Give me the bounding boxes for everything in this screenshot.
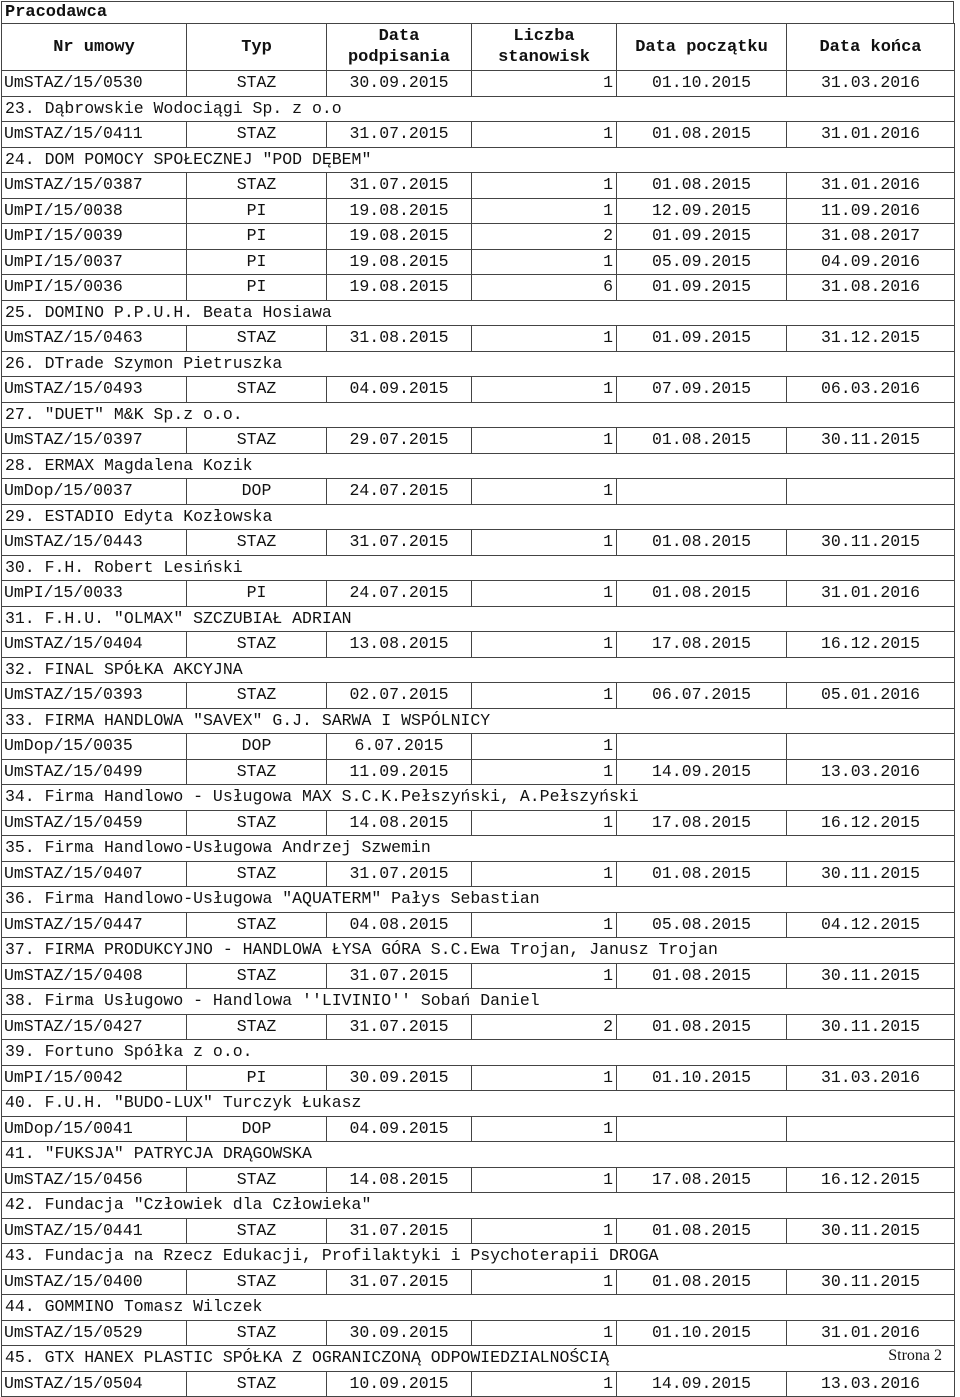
employer-name: 35. Firma Handlowo-Usługowa Andrzej Szwemin — [2, 836, 955, 862]
start-date: 01.09.2015 — [617, 275, 787, 301]
positions-count: 1 — [472, 912, 617, 938]
signing-date: 19.08.2015 — [327, 275, 472, 301]
contract-type: STAZ — [187, 1167, 327, 1193]
signing-date: 04.08.2015 — [327, 912, 472, 938]
table-row — [2, 198, 955, 224]
table-row — [2, 861, 955, 887]
contracts-report — [1, 1, 954, 1397]
table-row — [2, 530, 955, 556]
employer-row — [2, 1142, 955, 1168]
end-date — [787, 1116, 955, 1142]
employer-name: 29. ESTADIO Edyta Kozłowska — [2, 504, 955, 530]
table-row — [2, 963, 955, 989]
employer-row — [2, 606, 955, 632]
signing-date: 30.09.2015 — [327, 71, 472, 97]
signing-date: 31.07.2015 — [327, 1014, 472, 1040]
contract-number: UmSTAZ/15/0459 — [2, 810, 187, 836]
contract-number: UmSTAZ/15/0463 — [2, 326, 187, 352]
table-row — [2, 734, 955, 760]
start-date: 01.08.2015 — [617, 581, 787, 607]
positions-count: 1 — [472, 326, 617, 352]
start-date: 01.08.2015 — [617, 173, 787, 199]
employer-row — [2, 1040, 955, 1066]
contract-type: PI — [187, 198, 327, 224]
positions-count: 1 — [472, 1320, 617, 1346]
contract-number: UmPI/15/0036 — [2, 275, 187, 301]
end-date: 04.12.2015 — [787, 912, 955, 938]
contract-type: STAZ — [187, 861, 327, 887]
employer-row — [2, 1295, 955, 1321]
positions-count: 1 — [472, 1116, 617, 1142]
end-date: 13.03.2016 — [787, 1371, 955, 1397]
table-row — [2, 1014, 955, 1040]
employer-row — [2, 989, 955, 1015]
contract-type: PI — [187, 224, 327, 250]
contract-type: STAZ — [187, 963, 327, 989]
col-header-typ: Typ — [187, 24, 327, 71]
table-row — [2, 683, 955, 709]
signing-date: 14.08.2015 — [327, 1167, 472, 1193]
col-header-nr-umowy: Nr umowy — [2, 24, 187, 71]
contract-number: UmSTAZ/15/0397 — [2, 428, 187, 454]
positions-count: 1 — [472, 810, 617, 836]
table-row — [2, 71, 955, 97]
positions-count: 1 — [472, 173, 617, 199]
employer-name: 25. DOMINO P.P.U.H. Beata Hosiawa — [2, 300, 955, 326]
contract-number: UmSTAZ/15/0387 — [2, 173, 187, 199]
start-date: 01.10.2015 — [617, 71, 787, 97]
table-row — [2, 581, 955, 607]
signing-date: 6.07.2015 — [327, 734, 472, 760]
signing-date: 19.08.2015 — [327, 224, 472, 250]
employer-row — [2, 300, 955, 326]
end-date: 31.01.2016 — [787, 581, 955, 607]
employer-row — [2, 785, 955, 811]
end-date — [787, 734, 955, 760]
contract-type: STAZ — [187, 1014, 327, 1040]
contract-number: UmSTAZ/15/0530 — [2, 71, 187, 97]
employer-row — [2, 887, 955, 913]
positions-count: 1 — [472, 249, 617, 275]
signing-date: 31.07.2015 — [327, 122, 472, 148]
table-body — [2, 71, 955, 1397]
contract-number: UmSTAZ/15/0447 — [2, 912, 187, 938]
contract-type: DOP — [187, 734, 327, 760]
employer-name: 39. Fortuno Spółka z o.o. — [2, 1040, 955, 1066]
contract-type: DOP — [187, 479, 327, 505]
start-date: 01.08.2015 — [617, 861, 787, 887]
signing-date: 04.09.2015 — [327, 377, 472, 403]
positions-count: 1 — [472, 530, 617, 556]
table-row — [2, 1269, 955, 1295]
employer-row — [2, 147, 955, 173]
end-date: 04.09.2016 — [787, 249, 955, 275]
contract-type: STAZ — [187, 632, 327, 658]
employer-name: 38. Firma Usługowo - Handlowa ''LIVINIO'' Sobań Daniel — [2, 989, 955, 1015]
contracts-table — [1, 23, 955, 1397]
table-row — [2, 249, 955, 275]
start-date: 01.10.2015 — [617, 1320, 787, 1346]
table-row — [2, 122, 955, 148]
employer-name: 32. FINAL SPÓŁKA AKCYJNA — [2, 657, 955, 683]
positions-count: 1 — [472, 683, 617, 709]
positions-count: 2 — [472, 1014, 617, 1040]
start-date — [617, 1116, 787, 1142]
contract-type: PI — [187, 581, 327, 607]
contract-type: STAZ — [187, 530, 327, 556]
contract-type: PI — [187, 249, 327, 275]
contract-type: STAZ — [187, 71, 327, 97]
employer-name: 43. Fundacja na Rzecz Edukacji, Profilaktyki i Psychoterapii DROGA — [2, 1244, 955, 1270]
table-row — [2, 1116, 955, 1142]
employer-row — [2, 504, 955, 530]
end-date: 31.01.2016 — [787, 173, 955, 199]
section-label-pracodawca: Pracodawca — [1, 1, 954, 23]
end-date: 30.11.2015 — [787, 1269, 955, 1295]
contract-number: UmSTAZ/15/0393 — [2, 683, 187, 709]
employer-row — [2, 657, 955, 683]
positions-count: 1 — [472, 1065, 617, 1091]
end-date: 16.12.2015 — [787, 1167, 955, 1193]
contract-number: UmSTAZ/15/0408 — [2, 963, 187, 989]
contract-number: UmSTAZ/15/0441 — [2, 1218, 187, 1244]
end-date: 13.03.2016 — [787, 759, 955, 785]
end-date: 30.11.2015 — [787, 1218, 955, 1244]
contract-number: UmPI/15/0042 — [2, 1065, 187, 1091]
start-date: 14.09.2015 — [617, 1371, 787, 1397]
positions-count: 1 — [472, 479, 617, 505]
positions-count: 6 — [472, 275, 617, 301]
contract-type: STAZ — [187, 1269, 327, 1295]
contract-number: UmDop/15/0041 — [2, 1116, 187, 1142]
end-date: 30.11.2015 — [787, 1014, 955, 1040]
end-date: 31.03.2016 — [787, 1065, 955, 1091]
contract-number: UmSTAZ/15/0443 — [2, 530, 187, 556]
employer-name: 27. "DUET" M&K Sp.z o.o. — [2, 402, 955, 428]
employer-name: 30. F.H. Robert Lesiński — [2, 555, 955, 581]
positions-count: 2 — [472, 224, 617, 250]
positions-count: 1 — [472, 428, 617, 454]
end-date: 11.09.2016 — [787, 198, 955, 224]
end-date: 16.12.2015 — [787, 810, 955, 836]
end-date: 30.11.2015 — [787, 530, 955, 556]
start-date: 01.10.2015 — [617, 1065, 787, 1091]
contract-type: STAZ — [187, 1320, 327, 1346]
table-row — [2, 275, 955, 301]
end-date: 31.03.2016 — [787, 71, 955, 97]
contract-type: STAZ — [187, 326, 327, 352]
table-row — [2, 810, 955, 836]
start-date — [617, 479, 787, 505]
contract-number: UmDop/15/0035 — [2, 734, 187, 760]
start-date: 05.08.2015 — [617, 912, 787, 938]
end-date: 31.01.2016 — [787, 122, 955, 148]
signing-date: 31.07.2015 — [327, 1269, 472, 1295]
employer-row — [2, 708, 955, 734]
contract-type: STAZ — [187, 173, 327, 199]
positions-count: 1 — [472, 861, 617, 887]
contract-type: STAZ — [187, 122, 327, 148]
contract-number: UmPI/15/0038 — [2, 198, 187, 224]
start-date: 01.08.2015 — [617, 1269, 787, 1295]
start-date: 01.09.2015 — [617, 224, 787, 250]
contract-number: UmSTAZ/15/0499 — [2, 759, 187, 785]
signing-date: 31.07.2015 — [327, 173, 472, 199]
start-date: 01.08.2015 — [617, 122, 787, 148]
contract-number: UmSTAZ/15/0400 — [2, 1269, 187, 1295]
positions-count: 1 — [472, 734, 617, 760]
start-date: 01.08.2015 — [617, 963, 787, 989]
end-date — [787, 479, 955, 505]
employer-row — [2, 555, 955, 581]
signing-date: 29.07.2015 — [327, 428, 472, 454]
table-row — [2, 326, 955, 352]
signing-date: 02.07.2015 — [327, 683, 472, 709]
employer-row — [2, 1244, 955, 1270]
employer-row — [2, 1193, 955, 1219]
table-row — [2, 632, 955, 658]
signing-date: 31.07.2015 — [327, 1218, 472, 1244]
positions-count: 1 — [472, 581, 617, 607]
table-header-row — [2, 24, 955, 71]
employer-name: 42. Fundacja "Człowiek dla Człowieka" — [2, 1193, 955, 1219]
start-date: 06.07.2015 — [617, 683, 787, 709]
contract-type: STAZ — [187, 810, 327, 836]
employer-row — [2, 1346, 955, 1372]
start-date: 01.08.2015 — [617, 1014, 787, 1040]
end-date: 31.12.2015 — [787, 326, 955, 352]
table-row — [2, 224, 955, 250]
contract-type: STAZ — [187, 1371, 327, 1397]
positions-count: 1 — [472, 1218, 617, 1244]
employer-name: 41. "FUKSJA" PATRYCJA DRĄGOWSKA — [2, 1142, 955, 1168]
signing-date: 31.08.2015 — [327, 326, 472, 352]
employer-row — [2, 453, 955, 479]
start-date: 01.09.2015 — [617, 326, 787, 352]
end-date: 31.01.2016 — [787, 1320, 955, 1346]
employer-row — [2, 351, 955, 377]
signing-date: 31.07.2015 — [327, 963, 472, 989]
table-row — [2, 479, 955, 505]
signing-date: 19.08.2015 — [327, 198, 472, 224]
table-row — [2, 912, 955, 938]
contract-number: UmSTAZ/15/0529 — [2, 1320, 187, 1346]
contract-type: STAZ — [187, 428, 327, 454]
signing-date: 30.09.2015 — [327, 1320, 472, 1346]
contract-number: UmSTAZ/15/0456 — [2, 1167, 187, 1193]
table-row — [2, 1065, 955, 1091]
employer-name: 33. FIRMA HANDLOWA "SAVEX" G.J. SARWA I WSPÓLNICY — [2, 708, 955, 734]
start-date: 12.09.2015 — [617, 198, 787, 224]
start-date — [617, 734, 787, 760]
signing-date: 13.08.2015 — [327, 632, 472, 658]
end-date: 31.08.2016 — [787, 275, 955, 301]
end-date: 30.11.2015 — [787, 861, 955, 887]
contract-number: UmSTAZ/15/0411 — [2, 122, 187, 148]
positions-count: 1 — [472, 71, 617, 97]
employer-name: 37. FIRMA PRODUKCYJNO - HANDLOWA ŁYSA GÓRA S.C.Ewa Trojan, Janusz Trojan — [2, 938, 955, 964]
employer-name: 23. Dąbrowskie Wodociągi Sp. z o.o — [2, 96, 955, 122]
employer-row — [2, 836, 955, 862]
table-row — [2, 377, 955, 403]
employer-row — [2, 1091, 955, 1117]
positions-count: 1 — [472, 759, 617, 785]
signing-date: 24.07.2015 — [327, 479, 472, 505]
table-row — [2, 759, 955, 785]
signing-date: 31.07.2015 — [327, 861, 472, 887]
employer-row — [2, 938, 955, 964]
employer-name: 28. ERMAX Magdalena Kozik — [2, 453, 955, 479]
start-date: 17.08.2015 — [617, 632, 787, 658]
contract-number: UmPI/15/0039 — [2, 224, 187, 250]
positions-count: 1 — [472, 1371, 617, 1397]
signing-date: 04.09.2015 — [327, 1116, 472, 1142]
positions-count: 1 — [472, 122, 617, 148]
table-row — [2, 428, 955, 454]
contract-number: UmSTAZ/15/0427 — [2, 1014, 187, 1040]
col-header-liczba-stanowisk: Liczba stanowisk — [472, 24, 617, 71]
start-date: 14.09.2015 — [617, 759, 787, 785]
employer-name: 24. DOM POMOCY SPOŁECZNEJ "POD DĘBEM" — [2, 147, 955, 173]
employer-name: 26. DTrade Szymon Pietruszka — [2, 351, 955, 377]
positions-count: 1 — [472, 1167, 617, 1193]
table-row — [2, 1320, 955, 1346]
signing-date: 24.07.2015 — [327, 581, 472, 607]
employer-name: 40. F.U.H. "BUDO-LUX" Turczyk Łukasz — [2, 1091, 955, 1117]
start-date: 05.09.2015 — [617, 249, 787, 275]
positions-count: 1 — [472, 377, 617, 403]
start-date: 17.08.2015 — [617, 1167, 787, 1193]
employer-name: 44. GOMMINO Tomasz Wilczek — [2, 1295, 955, 1321]
contract-type: STAZ — [187, 683, 327, 709]
start-date: 01.08.2015 — [617, 530, 787, 556]
contract-number: UmDop/15/0037 — [2, 479, 187, 505]
table-row — [2, 173, 955, 199]
contract-type: STAZ — [187, 377, 327, 403]
positions-count: 1 — [472, 198, 617, 224]
signing-date: 10.09.2015 — [327, 1371, 472, 1397]
contract-type: PI — [187, 1065, 327, 1091]
employer-name: 36. Firma Handlowo-Usługowa "AQUATERM" Pałys Sebastian — [2, 887, 955, 913]
contract-number: UmPI/15/0033 — [2, 581, 187, 607]
col-header-data-poczatku: Data początku — [617, 24, 787, 71]
signing-date: 30.09.2015 — [327, 1065, 472, 1091]
contract-number: UmSTAZ/15/0504 — [2, 1371, 187, 1397]
contract-number: UmPI/15/0037 — [2, 249, 187, 275]
table-row — [2, 1218, 955, 1244]
end-date: 30.11.2015 — [787, 963, 955, 989]
signing-date: 11.09.2015 — [327, 759, 472, 785]
contract-type: DOP — [187, 1116, 327, 1142]
col-header-data-konca: Data końca — [787, 24, 955, 71]
table-row — [2, 1167, 955, 1193]
contract-type: STAZ — [187, 912, 327, 938]
contract-type: STAZ — [187, 759, 327, 785]
positions-count: 1 — [472, 963, 617, 989]
start-date: 01.08.2015 — [617, 1218, 787, 1244]
page-number: Strona 2 — [888, 1347, 942, 1364]
contract-number: UmSTAZ/15/0493 — [2, 377, 187, 403]
signing-date: 31.07.2015 — [327, 530, 472, 556]
end-date: 05.01.2016 — [787, 683, 955, 709]
col-header-data-podpisania: Data podpisania — [327, 24, 472, 71]
employer-row — [2, 96, 955, 122]
employer-name: 34. Firma Handlowo - Usługowa MAX S.C.K.Pełszyński, A.Pełszyński — [2, 785, 955, 811]
contract-type: PI — [187, 275, 327, 301]
start-date: 07.09.2015 — [617, 377, 787, 403]
start-date: 17.08.2015 — [617, 810, 787, 836]
start-date: 01.08.2015 — [617, 428, 787, 454]
end-date: 31.08.2017 — [787, 224, 955, 250]
employer-name: 45. GTX HANEX PLASTIC SPÓŁKA Z OGRANICZONĄ ODPOWIEDZIALNOŚCIĄ — [2, 1346, 955, 1372]
end-date: 16.12.2015 — [787, 632, 955, 658]
contract-number: UmSTAZ/15/0407 — [2, 861, 187, 887]
signing-date: 19.08.2015 — [327, 249, 472, 275]
end-date: 30.11.2015 — [787, 428, 955, 454]
signing-date: 14.08.2015 — [327, 810, 472, 836]
contract-type: STAZ — [187, 1218, 327, 1244]
positions-count: 1 — [472, 632, 617, 658]
contract-number: UmSTAZ/15/0404 — [2, 632, 187, 658]
end-date: 06.03.2016 — [787, 377, 955, 403]
employer-name: 31. F.H.U. "OLMAX" SZCZUBIAŁ ADRIAN — [2, 606, 955, 632]
positions-count: 1 — [472, 1269, 617, 1295]
employer-row — [2, 402, 955, 428]
